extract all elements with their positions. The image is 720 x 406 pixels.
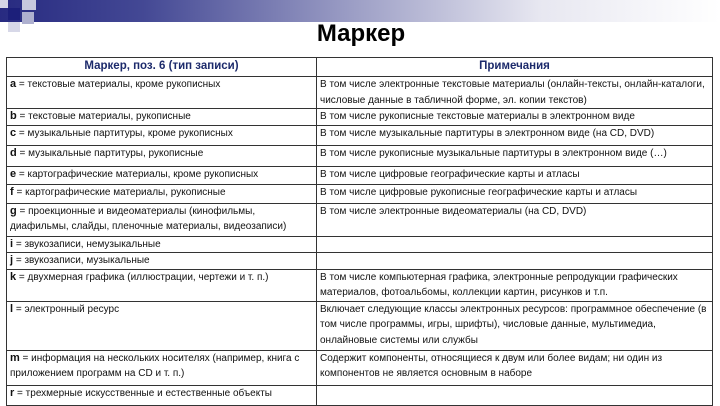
marker-cell: [7, 253, 317, 270]
marker-code: i: [10, 237, 14, 250]
marker-description: = музыкальные партитуры, рукописные: [16, 147, 204, 159]
marker-cell: [7, 350, 317, 385]
table-row: [7, 125, 713, 145]
marker-description: = проекционные и видеоматериалы (кинофильмы, диафильмы, слайды, пленочные материалы, видеозаписи): [10, 205, 287, 232]
header-gradient-band: [0, 0, 720, 22]
table-row: [7, 145, 713, 166]
marker-description: = звукозаписи, музыкальные: [13, 255, 150, 266]
marker-cell: [7, 269, 317, 301]
marker-description: = картографические материалы, рукописные: [13, 186, 226, 198]
table-row: [7, 350, 713, 385]
marker-code: f: [10, 185, 14, 198]
marker-code: c: [10, 126, 17, 139]
column-header-notes: Примечания: [317, 58, 713, 77]
marker-code: k: [10, 270, 17, 283]
marker-cell: [7, 184, 317, 203]
marker-cell: [7, 77, 317, 109]
marker-code: l: [10, 302, 14, 315]
marker-code: b: [10, 110, 17, 122]
marker-description: = двухмерная графика (иллюстрации, чертежи и т. п.): [16, 271, 269, 283]
table-header-row: [7, 58, 713, 77]
note-cell: В том числе цифровые рукописные географические карты и атласы: [317, 184, 713, 203]
note-cell: [317, 385, 713, 405]
table-row: [7, 253, 713, 270]
marker-description: = текстовые материалы, рукописные: [16, 111, 191, 122]
note-cell: [317, 253, 713, 270]
decor-square: [22, 0, 36, 10]
table-row: [7, 109, 713, 126]
decor-square: [0, 0, 8, 8]
note-cell: В том числе электронные видеоматериалы (на CD, DVD): [317, 203, 713, 236]
table-row: [7, 385, 713, 405]
table-row: [7, 166, 713, 184]
marker-code: e: [10, 167, 17, 180]
table-row: [7, 236, 713, 253]
note-cell: В том числе электронные текстовые материалы (онлайн-тексты, онлайн-каталоги, числовые данные в табличной форме, эл. копии текстов): [317, 77, 713, 109]
marker-description: = звукозаписи, немузыкальные: [13, 238, 161, 250]
marker-description: = информация на нескольких носителях (например, книга с приложением программ на CD и т. п.): [10, 352, 300, 379]
table-row: [7, 203, 713, 236]
marker-description: = электронный ресурс: [13, 303, 120, 315]
table-row: [7, 301, 713, 350]
marker-description: = текстовые материалы, кроме рукописных: [16, 79, 221, 90]
marker-description: = трехмерные искусственные и естественные объекты: [14, 387, 272, 399]
marker-table: [6, 57, 713, 406]
note-cell: В том числе музыкальные партитуры в электронном виде (на CD, DVD): [317, 125, 713, 145]
note-cell: [317, 236, 713, 253]
note-cell: В том числе цифровые географические карты и атласы: [317, 166, 713, 184]
title-text: Маркер: [316, 20, 406, 47]
note-cell: В том числе рукописные музыкальные партитуры в электронном виде (…): [317, 145, 713, 166]
note-cell: В том числе рукописные текстовые материалы в электронном виде: [317, 109, 713, 126]
marker-cell: [7, 236, 317, 253]
table-row: [7, 77, 713, 109]
marker-cell: [7, 109, 317, 126]
note-cell: Включает следующие классы электронных ресурсов: программное обеспечение (в том числе программы, игры, шрифты), числовые данные, мультимедиа, онлайновые системы или службы: [317, 301, 713, 350]
marker-cell: [7, 166, 317, 184]
decor-square: [8, 8, 20, 20]
marker-code: g: [10, 204, 17, 217]
page-title: [0, 20, 720, 48]
marker-code: m: [10, 351, 20, 364]
marker-description: = музыкальные партитуры, кроме рукописных: [16, 127, 233, 139]
marker-cell: [7, 301, 317, 350]
table-row: [7, 184, 713, 203]
column-header-marker: Маркер, поз. 6 (тип записи): [7, 58, 317, 77]
marker-code: j: [10, 254, 14, 266]
marker-cell: [7, 385, 317, 405]
table-row: [7, 269, 713, 301]
note-cell: Содержит компоненты, относящиеся к двум или более видам; ни один из компонентов не является основным в наборе: [317, 350, 713, 385]
marker-cell: [7, 125, 317, 145]
marker-code: a: [10, 78, 17, 90]
note-cell: В том числе компьютерная графика, электронные репродукции графических материалов, фотоальбомы, коллекции картин, рисунков и т.п.: [317, 269, 713, 301]
marker-code: r: [10, 386, 15, 399]
marker-cell: [7, 203, 317, 236]
marker-cell: [7, 145, 317, 166]
marker-description: = картографические материалы, кроме рукописных: [16, 168, 259, 180]
marker-code: d: [10, 146, 17, 159]
